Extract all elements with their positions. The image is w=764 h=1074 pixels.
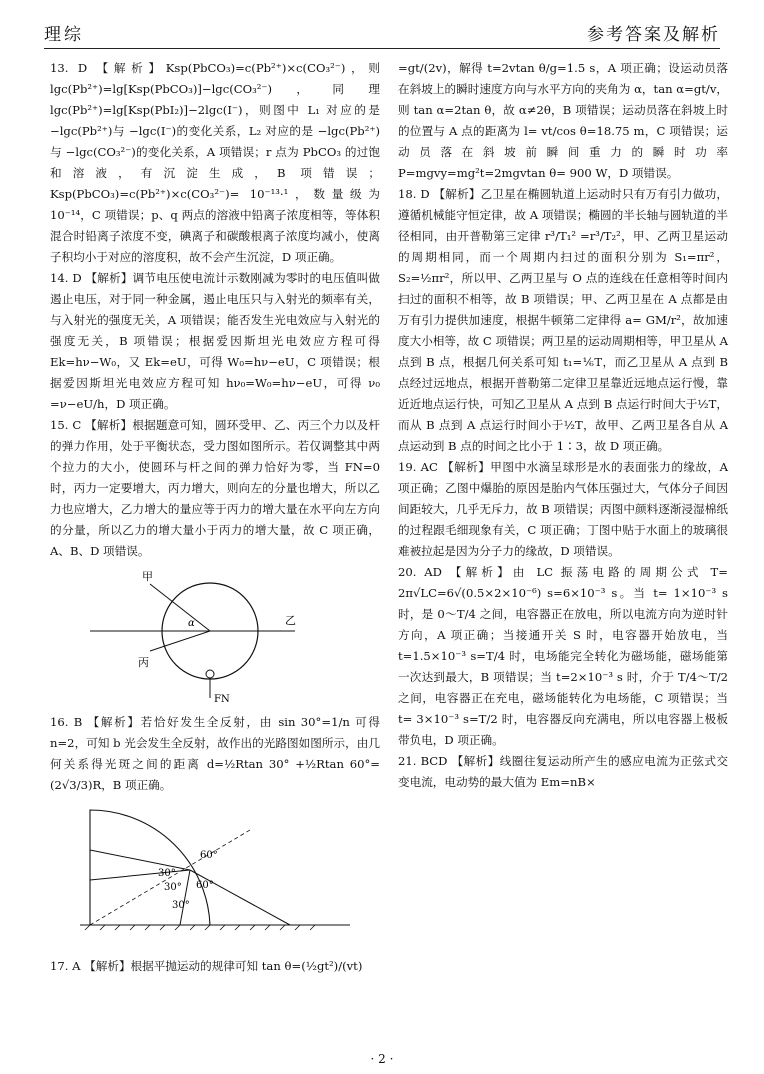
header-divider — [44, 48, 720, 49]
answer-14: 14. D 【解析】调节电压使电流计示数刚减为零时的电压值叫做遏止电压，对于同一种金属，遏止电压只与入射光的频率有关，与入射光的强度无关，A 项错误；能否发生光电效应与入射光的强度无关，B 项错误；根据爱因斯坦光电效应方程可得 Ek=hν−W₀，又 Ek=eU，可得 W₀=hν−eU，C 项错误；根据爱因斯坦光电效应方程可知 hν₀=W₀=hν−eU，可得 ν₀ =ν−eU/h，D 项正确。 — [50, 271, 380, 411]
page-header — [44, 14, 720, 44]
angle-1: 60° — [200, 850, 218, 861]
page-number: · 2 · — [370, 1052, 394, 1066]
angle-2: 30° — [158, 868, 176, 879]
answer-17-cont: =gt/(2v)，解得 t=2vtan θ/g=1.5 s，A 项正确；设运动员落在斜坡上的瞬时速度方向与水平方向的夹角为 α，tan α=gt/v，则 tan α=2tan θ，故 α≠2θ，B 项错误；运动员落在斜坡上时的位置与 A 点的距离为 l= vt/cos θ=18.75 m，C 项错误；运动员落在斜坡前瞬间重力的瞬时功率 P=mgvy=mg²t=2mgvtan θ= 900 W，D 项错误。 — [398, 61, 728, 180]
answer-13: 13. D 【解析】Ksp(PbCO₃)=c(Pb²⁺)×c(CO₃²⁻)，则 lgc(Pb²⁺)=lg[Ksp(PbCO₃)]−lgc(CO₃²⁻)，同理 lgc(Pb²⁺)=lg[Ksp(PbI₂)]−2lgc(I⁻)，则图中 L₁ 对应的是 −lgc(Pb²⁺)与 −lgc(I⁻)的变化关系，L₂ 对应的是 −lgc(Pb²⁺)与 −lgc(CO₃²⁻)的变化关系，A 项错误；r 点为 PbCO₃ 的过饱和溶液，有沉淀生成，B 项错误；Ksp(PbCO₃)=c(Pb²⁺)×c(CO₃²⁻)= 10⁻¹³·¹，数量级为 10⁻¹⁴，C 项错误；p、q 两点的溶液中铅离子浓度相等，等体积混合时铅离子浓度不变，碘离子和碳酸根离子浓度均减小，使离子积均小于对应的溶度积，故不会产生沉淀，D 项正确。 — [50, 61, 380, 264]
angle-3: 30° — [164, 882, 182, 893]
label-jia: 甲 — [142, 570, 153, 583]
answer-18: 18. D 【解析】乙卫星在椭圆轨道上运动时只有万有引力做功，遵循机械能守恒定律，故 A 项错误；椭圆的半长轴与圆轨道的半径相同，由开普勒第三定律 r³/T₁² =r³/T₂²，甲、乙两卫星运动的周期相同，而一个周期内扫过的面积分别为 S₁=πr²，S₂=½πr²，所以甲、乙两卫星与 O 点的连线在任意相等时间内扫过的面积不相等，故 B 项错误；甲、乙两卫星在 A 点都是由万有引力提供加速度，根据牛顿第二定律得 a= GM/r²，故加速度大小相等，故 C 项错误；两卫星的运动周期相等，甲卫星从 A 点到 B 点，根据几何关系可知 t₁=⅙T，而乙卫星从 A 点到 B 点经过远地点，根据开普勒第二定律卫星靠近远地点运行慢，靠近近地点运行快，可知乙卫星从 A 点到 B 点运行时间大于½T，而从 B 点到 A 点运行时间小于½T，故甲、乙两卫星各自从 A 点运动到 B 点的时间之比小于 1∶3，故 D 项正确。 — [398, 187, 728, 453]
right-column — [398, 58, 728, 793]
header-subject: 理综 — [44, 25, 84, 45]
answer-16: 16. B 【解析】若恰好发生全反射，由 sin 30°=1/n 可得 n=2，可知 b 光会发生全反射，故作出的光路图如图所示，由几何关系得光斑之间的距离 d=½Rtan 30° +½Rtan 60°=(2√3/3)R，B 项正确。 — [50, 715, 380, 792]
answer-15: 15. C 【解析】根据题意可知，圆环受甲、乙、丙三个力以及杆的弹力作用，处于平衡状态，受力图如图所示。若仅调整其中两个拉力的大小，使圆环与杆之间的弹力恰好为零，当 FN=0 时，丙力一定要增大，丙力增大，则向左的分量也增大，所以乙力也应增大，乙力增大的量应等于丙力的增大量在水平向左方向的分量，所以乙力的增大量小于丙力的增大量，故 C 项正确，A、B、D 项错误。 — [50, 418, 380, 558]
header-title: 参考答案及解析 — [587, 25, 720, 45]
optics-diagram — [50, 800, 380, 950]
label-bing: 丙 — [138, 656, 149, 669]
force-diagram — [50, 566, 380, 706]
label-alpha: α — [188, 618, 195, 629]
left-column — [50, 58, 380, 977]
angle-4: 60° — [196, 880, 214, 891]
answer-19: 19. AC 【解析】甲图中水滴呈球形是水的表面张力的缘故，A 项正确；乙图中爆胎的原因是胎内气体压强过大，气体分子间因间距较大，几乎无斥力，故 B 项错误；丙图中颜料逐渐浸湿棉纸的过程跟毛细现象有关，C 项正确；丁图中贴于水面上的玻璃很难被拉起是因为分子力的缘故，D 项错误。 — [398, 460, 728, 558]
answer-21: 21. BCD 【解析】线圈往复运动所产生的感应电流为正弦式交变电流，电动势的最大值为 Em=nB× — [398, 754, 728, 789]
answer-17: 17. A 【解析】根据平抛运动的规律可知 tan θ=(½gt²)/(vt) — [50, 959, 363, 973]
label-fn: FN — [214, 694, 230, 705]
label-yi: 乙 — [285, 614, 296, 627]
angle-5: 30° — [172, 900, 190, 911]
answer-20: 20. AD 【解析】由 LC 振荡电路的周期公式 T= 2π√LC=6√(0.5×2×10⁻⁶) s=6×10⁻³ s。当 t= 1×10⁻³ s 时，是 0～T/4 之间，电容器正在放电，所以电流方向为逆时针方向，A 项正确；当接通开关 S 时，电容器开始放电，当 t=1.5×10⁻³ s=T/4 时，电场能完全转化为磁场能，磁场能第一次达到最大，B 项错误；当 t=2×10⁻³ s 时，介于 T/4～T/2 之间，电容器正在充电，磁场能转化为电场能，C 项错误；当 t= 3×10⁻³ s=T/2 时，电容器反向充满电，所以电容器上极板带负电，D 项正确。 — [398, 565, 728, 747]
